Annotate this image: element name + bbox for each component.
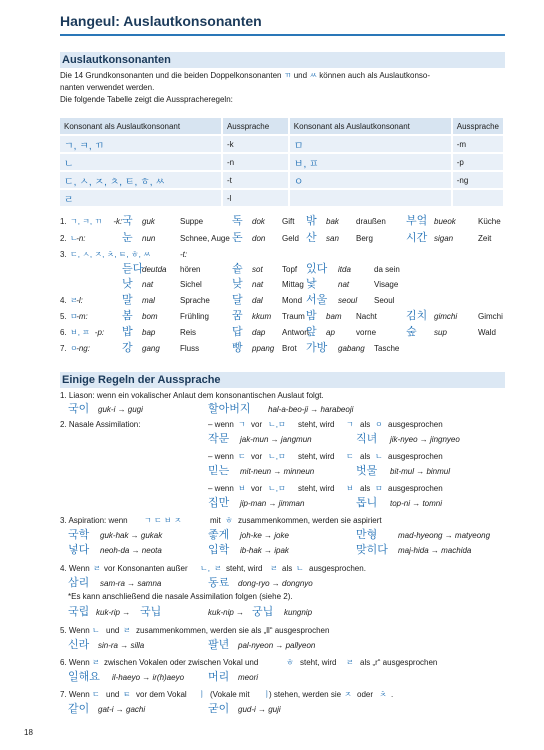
page-number: 18 <box>24 728 33 737</box>
example-gloss: Wald <box>478 328 496 337</box>
example-romanization: nat <box>252 280 264 289</box>
list-sound: -k: <box>113 217 123 226</box>
rule-consonant: ㄴ <box>296 564 304 573</box>
example-romanization: deutda <box>142 265 167 274</box>
rule-consonant: ㄷ <box>92 690 100 699</box>
intro-text: Die 14 Grundkonsonanten und die beiden Doppelkonsonanten <box>60 71 282 80</box>
rule-text: (Vokale mit <box>210 690 250 699</box>
example-hangeul: 넣다 <box>68 544 90 556</box>
table-header: Aussprache <box>222 118 289 135</box>
list-consonants: ㄹ <box>70 296 78 305</box>
list-consonants: ㅁ <box>70 312 78 321</box>
rule-consonant: ㄹ <box>270 564 278 573</box>
rule-text: steht, wird <box>300 658 337 667</box>
table-cell: ㅇ <box>289 171 452 189</box>
rule-text: – wenn <box>208 484 234 493</box>
rule-text: ) stehen, werden sie <box>269 690 342 699</box>
rule-text: 2. Nasale Assimilation: <box>60 420 141 429</box>
rule-consonant: ㄴ <box>375 452 383 461</box>
example-gloss: Fluss <box>180 344 200 353</box>
example-gloss: Reis <box>180 328 197 337</box>
rule-text: als „r“ ausgesprochen <box>360 658 438 667</box>
example-hangeul: 벗물 <box>356 465 378 477</box>
list-number: 5. <box>60 312 67 321</box>
example-hangeul: 머리 <box>208 671 230 683</box>
example-hangeul: 팔년 <box>208 639 230 651</box>
table-cell <box>289 189 452 206</box>
list-number: 3. <box>60 250 67 259</box>
table-cell: -ng <box>452 171 504 189</box>
example-romanization: jik-nyeo → jingnyeo <box>390 435 460 444</box>
list-consonants: ㅂ, ㅍ <box>70 328 90 337</box>
table-cell: ㄱ, ㅋ, ㄲ <box>60 135 222 153</box>
list-sound: -m: <box>76 312 88 321</box>
rule-consonant: ㄱ ㄷ ㅂ ㅈ <box>144 516 182 525</box>
example-hangeul: 작문 <box>208 433 230 445</box>
rule-text: ausgesprochen <box>388 420 443 429</box>
rule-consonant: ㄴ,ㅁ <box>268 484 286 493</box>
rule-consonant: ㄹ <box>346 658 354 667</box>
rule-consonant: ㄹ <box>92 658 100 667</box>
rule-consonant: ㄴ <box>92 626 100 635</box>
example-hangeul: 강 <box>122 342 133 354</box>
example-hangeul: 톱니 <box>356 497 378 509</box>
example-romanization: bam <box>326 312 342 321</box>
example-hangeul: 듣다 <box>122 263 144 275</box>
rule-text: vor <box>251 484 263 493</box>
example-gloss: Mond <box>282 296 303 305</box>
section-heading-rules: Einige Regeln der Aussprache <box>60 372 505 388</box>
intro-text: Die folgende Tabelle zeigt die Ausspracheregeln: <box>60 95 233 104</box>
rule-text: . <box>391 690 394 699</box>
example-romanization: ppang <box>252 344 275 353</box>
rule-text: – wenn <box>208 420 234 429</box>
rule-consonant: ㅁ <box>375 484 383 493</box>
rule-text: vor <box>251 420 263 429</box>
list-consonants: ㅇ <box>70 344 78 353</box>
example-romanization: mit-neun → minneun <box>240 467 315 476</box>
example-hangeul: 김치 <box>406 310 428 322</box>
rule-consonant: ㄱ <box>238 420 246 429</box>
example-hangeul: 직녀 <box>356 433 378 445</box>
example-romanization: gabang <box>338 344 365 353</box>
rule-text: ausgesprochen <box>388 452 443 461</box>
table-cell: ㄴ <box>60 153 222 171</box>
example-gloss: Frühling <box>180 312 209 321</box>
example-romanization: sam-ra → samna <box>100 579 162 588</box>
example-gloss: Sichel <box>180 280 202 289</box>
example-gloss: Mittag <box>282 280 304 289</box>
table-header: Konsonant als Auslautkonsonant <box>60 118 222 135</box>
example-romanization: kungnip <box>284 608 313 617</box>
rule-text: vor dem Vokal <box>136 690 187 699</box>
example-gloss: Traum <box>282 312 305 321</box>
example-romanization: ib-hak → ipak <box>240 546 289 555</box>
example-romanization: seoul <box>338 296 358 305</box>
example-hangeul: 궁닙 <box>252 606 274 618</box>
rule-consonant: ㅇ <box>375 420 383 429</box>
example-gloss: Geld <box>282 234 299 243</box>
list-number: 6. <box>60 328 67 337</box>
example-hangeul: 빵 <box>232 342 243 354</box>
example-gloss: Berg <box>356 234 373 243</box>
example-hangeul: 집만 <box>208 497 230 509</box>
example-romanization: bom <box>142 312 158 321</box>
example-romanization: jak-mun → jangmun <box>240 435 312 444</box>
list-sound: -t: <box>180 250 188 259</box>
rule-text: vor <box>251 452 263 461</box>
example-romanization: kuk-rip → <box>96 608 131 617</box>
rule-text: zusammenkommen, werden sie als „ll“ ausgesprochen <box>136 626 330 635</box>
example-gloss: Küche <box>478 217 501 226</box>
list-number: 7. <box>60 344 67 353</box>
rule-consonant: ㅎ <box>225 516 233 525</box>
example-romanization: gimchi <box>434 312 458 321</box>
example-romanization: maj-hida → machida <box>398 546 472 555</box>
rule-text: als <box>282 564 293 573</box>
example-hangeul: 밥 <box>122 326 133 338</box>
example-gloss: Sprache <box>180 296 210 305</box>
example-romanization: bit-mul → binmul <box>390 467 451 476</box>
rule-text: zwischen Vokalen oder zwischen Vokal und <box>104 658 259 667</box>
example-romanization: don <box>252 234 266 243</box>
rule-consonant: ㅌ <box>123 690 131 699</box>
example-romanization: jip-man → jimman <box>240 499 305 508</box>
table-row <box>60 135 504 153</box>
table-cell: -t <box>222 171 289 189</box>
example-hangeul: 입학 <box>208 544 230 556</box>
list-number: 1. <box>60 217 67 226</box>
rule-text: steht, wird <box>298 420 335 429</box>
rule-consonant: ㄷ <box>346 452 354 461</box>
example-hangeul: 말 <box>122 294 133 306</box>
pronunciation-table <box>60 118 505 206</box>
example-romanization: dong-ryo → dongnyo <box>238 579 313 588</box>
example-gloss: Brot <box>282 344 297 353</box>
example-hangeul: 밤 <box>306 310 317 322</box>
example-hangeul: 삼리 <box>68 577 90 589</box>
rule-text: oder <box>357 690 374 699</box>
table-cell: -m <box>452 135 504 153</box>
rule-text: und <box>106 626 120 635</box>
example-hangeul: 숲 <box>406 326 417 338</box>
intro-paragraph <box>60 70 500 106</box>
rule-text: 3. Aspiration: wenn <box>60 516 128 525</box>
example-gloss: vorne <box>356 328 377 337</box>
rule-text: 4. Wenn <box>60 564 90 573</box>
intro-text: nanten verwendet werden. <box>60 83 155 92</box>
example-romanization: dok <box>252 217 265 226</box>
example-gloss: Gimchi <box>478 312 503 321</box>
table-header: Konsonant als Auslautkonsonant <box>289 118 452 135</box>
example-hangeul: 솥 <box>232 263 243 275</box>
example-romanization: hal-a-beo-ji → harabeoji <box>268 405 354 414</box>
rule-text: 7. Wenn <box>60 690 90 699</box>
rule-consonant: ㅎ <box>286 658 294 667</box>
example-gloss: da sein <box>374 265 400 274</box>
example-hangeul: 국닙 <box>140 606 162 618</box>
list-sound: -l: <box>76 296 83 305</box>
rule-text: steht, wird <box>298 484 335 493</box>
example-hangeul: 돈 <box>232 232 243 244</box>
example-hangeul: 답 <box>232 326 243 338</box>
list-consonants: ㄷ, ㅅ, ㅈ, ㅊ, ㅌ, ㅎ, ㅆ <box>70 250 151 259</box>
example-hangeul: 국학 <box>68 529 90 541</box>
example-hangeul: 봄 <box>122 310 133 322</box>
example-hangeul: 서울 <box>306 294 328 306</box>
rule-consonant: ㄷ <box>238 452 246 461</box>
example-romanization: kuk-nip → <box>208 608 245 617</box>
rule-text: vor Konsonanten außer <box>104 564 188 573</box>
example-romanization: guk-hak → gukak <box>100 531 163 540</box>
example-romanization: dap <box>252 328 266 337</box>
intro-text: und <box>293 71 308 80</box>
rule-consonant: ㅂ <box>346 484 354 493</box>
rule-consonant: ㄹ <box>214 564 222 573</box>
example-romanization: joh-ke → joke <box>240 531 289 540</box>
example-romanization: gang <box>142 344 160 353</box>
example-romanization: san <box>326 234 339 243</box>
example-romanization: guk-i → gugi <box>98 405 143 414</box>
example-romanization: nat <box>338 280 350 289</box>
example-romanization: bap <box>142 328 156 337</box>
example-gloss: Seoul <box>374 296 395 305</box>
example-romanization: ap <box>326 328 335 337</box>
rule-text: als <box>360 452 371 461</box>
example-hangeul: 눈 <box>122 232 133 244</box>
example-romanization: nat <box>142 280 154 289</box>
example-romanization: kkum <box>252 312 272 321</box>
example-gloss: Suppe <box>180 217 204 226</box>
example-gloss: Nacht <box>356 312 377 321</box>
list-sound: -n: <box>76 234 86 243</box>
example-gloss: Visage <box>374 280 399 289</box>
example-hangeul: 만형 <box>356 529 378 541</box>
rule-consonant: ㄴ, <box>200 564 210 573</box>
example-gloss: Topf <box>282 265 298 274</box>
rule-consonant: ㅊ <box>379 690 387 699</box>
example-romanization: mad-hyeong → matyeong <box>398 531 491 540</box>
note-text: *Es kann anschließend die nasale Assimilation folgen (siehe 2). <box>68 592 293 601</box>
example-romanization: neoh-da → neota <box>100 546 162 555</box>
table-cell: -p <box>452 153 504 171</box>
example-hangeul: 일해요 <box>68 671 100 683</box>
example-romanization: sin-ra → silla <box>98 641 145 650</box>
example-gloss: Schnee, Auge <box>180 234 230 243</box>
table-cell: ㄹ <box>60 189 222 206</box>
intro-consonant: ㅆ <box>309 71 318 80</box>
table-row <box>60 189 504 206</box>
table-cell: ㅂ, ㅍ <box>289 153 452 171</box>
rule-consonant: ㄱ <box>346 420 354 429</box>
rule-text: ausgesprochen. <box>309 564 366 573</box>
example-hangeul: 낮 <box>232 278 243 290</box>
rule-consonant: ㅈ <box>344 690 352 699</box>
table-cell <box>452 189 504 206</box>
example-gloss: Tasche <box>374 344 400 353</box>
rule-text: als <box>360 484 371 493</box>
example-romanization: mal <box>142 296 155 305</box>
rule-consonant: ㄴ,ㅁ <box>268 452 286 461</box>
example-romanization: meori <box>238 673 259 682</box>
rule-text: 1. Liason: wenn ein vokalischer Anlaut dem konsonantischen Auslaut folgt. <box>60 391 324 400</box>
example-gloss: hören <box>180 265 201 274</box>
table-cell: -n <box>222 153 289 171</box>
title-rule <box>60 34 505 36</box>
rule-consonant: ㅣ <box>263 690 271 699</box>
example-romanization: guk <box>142 217 155 226</box>
rule-text: und <box>106 690 120 699</box>
rule-text: 6. Wenn <box>60 658 90 667</box>
example-romanization: dal <box>252 296 263 305</box>
example-gloss: Zeit <box>478 234 492 243</box>
example-romanization: gat-i → gachi <box>98 705 146 714</box>
rule-text: mit <box>210 516 221 525</box>
example-gloss: Antwort <box>282 328 310 337</box>
example-hangeul: 낯 <box>306 278 317 290</box>
rule-consonant: ㄹ <box>123 626 131 635</box>
table-row <box>60 171 504 189</box>
example-hangeul: 부엌 <box>406 215 428 227</box>
example-romanization: itda <box>338 265 351 274</box>
intro-consonant: ㄲ <box>283 71 292 80</box>
example-hangeul: 있다 <box>306 263 328 275</box>
example-hangeul: 시간 <box>406 232 428 244</box>
example-hangeul: 할아버지 <box>208 403 251 415</box>
example-hangeul: 국립 <box>68 606 90 618</box>
rule-text: zusammenkommen, werden sie aspiriert <box>238 516 382 525</box>
example-hangeul: 독 <box>232 215 243 227</box>
page-title: Hangeul: Auslautkonsonanten <box>60 13 262 29</box>
example-romanization: sigan <box>434 234 454 243</box>
rule-text: ausgesprochen <box>388 484 443 493</box>
example-gloss: draußen <box>356 217 386 226</box>
example-hangeul: 산 <box>306 232 317 244</box>
example-romanization: top-ni → tomni <box>390 499 443 508</box>
rule-text: steht, wird <box>226 564 263 573</box>
list-number: 2. <box>60 234 67 243</box>
example-romanization: sup <box>434 328 447 337</box>
example-hangeul: 신라 <box>68 639 90 651</box>
rule-text: – wenn <box>208 452 234 461</box>
table-header: Aussprache <box>452 118 504 135</box>
example-hangeul: 맞히다 <box>356 544 388 556</box>
rule-text: als <box>360 420 371 429</box>
example-hangeul: 낫 <box>122 278 133 290</box>
example-romanization: nun <box>142 234 156 243</box>
section-heading-auslaut: Auslautkonsonanten <box>60 52 505 68</box>
table-cell: ㄷ, ㅅ, ㅈ, ㅊ, ㅌ, ㅎ, ㅆ <box>60 171 222 189</box>
example-hangeul: 앞 <box>306 326 317 338</box>
intro-text: können auch als Auslautkonso- <box>319 71 431 80</box>
table-row <box>60 153 504 171</box>
list-sound: -p: <box>94 328 105 337</box>
list-number: 4. <box>60 296 67 305</box>
example-hangeul: 밖 <box>306 215 317 227</box>
example-hangeul: 국이 <box>68 403 90 415</box>
example-gloss: Gift <box>282 217 295 226</box>
example-hangeul: 국 <box>122 215 133 227</box>
rule-consonant: ㄹ <box>93 564 101 573</box>
example-hangeul: 달 <box>232 294 243 306</box>
list-consonants: ㄴ <box>70 234 78 243</box>
example-romanization: pal-nyeon → pallyeon <box>238 641 316 650</box>
rule-consonant: ㄴ,ㅁ <box>268 420 286 429</box>
example-romanization: bueok <box>434 217 456 226</box>
example-hangeul: 가방 <box>306 342 328 354</box>
table-cell: -l <box>222 189 289 206</box>
example-romanization: sot <box>252 265 263 274</box>
example-hangeul: 굳이 <box>208 703 230 715</box>
table-cell: -k <box>222 135 289 153</box>
example-hangeul: 같이 <box>68 703 90 715</box>
example-hangeul: 꿈 <box>232 310 243 322</box>
example-hangeul: 동료 <box>208 577 230 589</box>
list-sound: -ng: <box>76 344 90 353</box>
rule-consonant: ㅣ <box>198 690 206 699</box>
example-romanization: bak <box>326 217 339 226</box>
list-consonants: ㄱ, ㅋ, ㄲ <box>70 217 103 226</box>
table-cell: ㅁ <box>289 135 452 153</box>
example-hangeul: 믿는 <box>208 465 230 477</box>
example-hangeul: 좋게 <box>208 529 230 541</box>
rule-text: steht, wird <box>298 452 335 461</box>
example-romanization: il-haeyo → ir(h)aeyo <box>112 673 185 682</box>
example-romanization: gud-i → guji <box>238 705 281 714</box>
rule-text: 5. Wenn <box>60 626 90 635</box>
rule-consonant: ㅂ <box>238 484 246 493</box>
